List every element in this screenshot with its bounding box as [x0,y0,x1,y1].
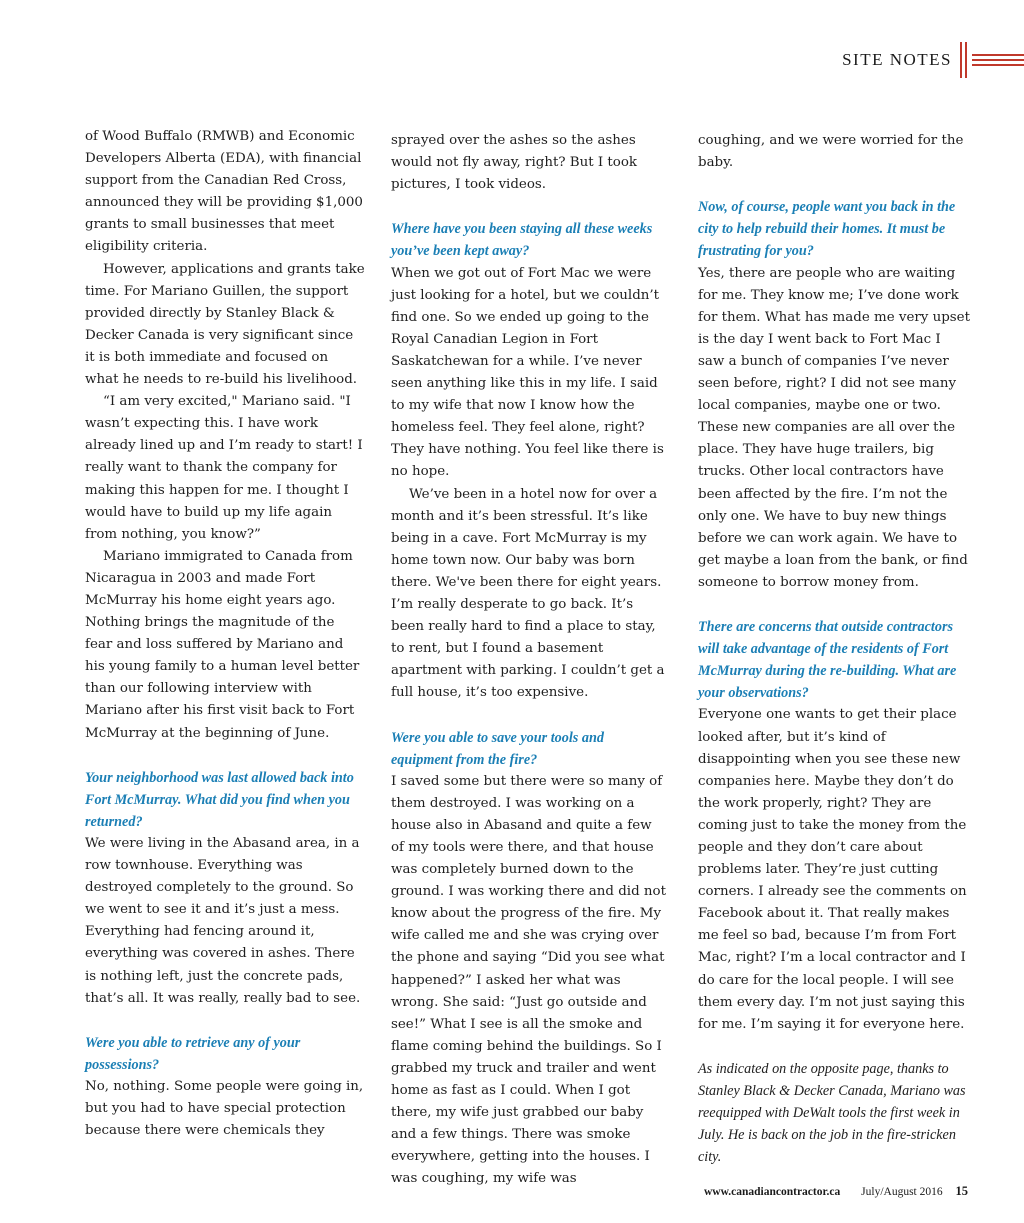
header-rule-ornament [960,42,1024,78]
interview-answer: Yes, there are people who are waiting for me. They know me; I’ve done work for them. What has made me very upset is the day I went back to Fort Mac I saw a bunch of companies I’ve never seen before, right? I did not see many local companies, maybe one or two. These new companies are all over the place. They have huge trailers, big trucks. Other local contractors have been affected by the fire. I’m not the only one. We have to buy new things before we can work again. We have to get maybe a loan from the bank, or find someone to borrow money from. [698,265,970,590]
page-number: 15 [955,1184,968,1198]
interview-answer: I saved some but there were so many of them destroyed. I was working on a house also in Abasand and quite a few of my tools were there, and that house was completely burned down to the ground. I was working there and did not know about the progress of the fire. My wife called me and she was crying over the phone and saying “Did you see what happened?” I asked her what was wrong. She said: “Just go outside and see!” What I see is all the smoke and flame coming behind the buildings. So I grabbed my truck and trailer and went home as fast as I could. When I got there, my wife just grabbed our baby and a few things. There was smoke everywhere, getting into the houses. I was coughing, my wife was [391,773,666,1187]
article-column-1 [85,126,365,1142]
footer-website: www.canadiancontractor.ca [703,1186,841,1198]
interview-answer: Everyone one wants to get their place looked after, but it’s kind of disappointing when you see these new companies here. Maybe they don’t do the work properly, right? They are coming just to take the money from the people and they don’t care about problems later. They’re just cutting corners. I already see the comments on Facebook about it. That really makes me feel so bad, because I’m from Fort Mac, right? I’m a local contractor and I do care for the local people. I will see them every day. I’m not just saying this for me. I’m saying it for everyone here. [698,707,967,1032]
section-label: SITE NOTES [842,50,952,69]
interview-answer: No, nothing. Some people were going in, but you had to have special protection because there were chemicals they [85,1079,364,1139]
interview-question: Were you able to retrieve any of your possessions? [85,1034,301,1073]
paragraph: “I am very excited," Mariano said. "I wasn’t expecting this. I have work already lined up and I’m ready to start! I really want to thank the company for making this happen for me. I thought I would have to build up my life again from nothing, you know?” [85,394,363,542]
page-footer [704,1184,968,1199]
interview-question: There are concerns that outside contractors will take advantage of the residents of Fort McMurray during the re-building. What are your observations? [698,619,957,702]
interview-question: Were you able to save your tools and equipment from the fire? [391,729,604,768]
closing-note: As indicated on the opposite page, thanks to Stanley Black & Decker Canada, Mariano was reequipped with DeWalt tools the first week in July. He is back on the job in the fire-stricken city. [698,1060,966,1166]
article-column-2 [391,130,666,1191]
paragraph: However, applications and grants take time. For Mariano Guillen, the support provided directly by Stanley Black & Decker Canada is very significant since it is both immediate and focused on what he needs to re-build his livelihood. [85,261,365,388]
interview-answer: We’ve been in a hotel now for over a month and it’s been stressful. It’s like being in a cave. Fort McMurray is my home town now. Our baby was born there. We've been there for eight years. I’m really desperate to go back. It’s been really hard to find a place to stay, to rent, but I found a basement apartment with parking. I couldn’t get a full house, it’s too expensive. [391,486,665,701]
interview-answer: When we got out of Fort Mac we were just looking for a hotel, but we couldn’t find one. So we ended up going to the Royal Canadian Legion in Fort Saskatchewan for a while. I’ve never seen anything like this in my life. I said to my wife that now I know how the homeless feel. They feel alone, right? They have nothing. You feel like there is no hope. [391,265,664,480]
footer-issue: July/August 2016 [861,1186,943,1198]
paragraph: of Wood Buffalo (RMWB) and Economic Developers Alberta (EDA), with financial support from the Canadian Red Cross, announced they will be providing $1,000 grants to small businesses that meet eligibility criteria. [85,129,363,255]
interview-question: Where have you been staying all these weeks you’ve been kept away? [391,221,653,260]
article-column-3 [698,130,970,1168]
interview-question: Now, of course, people want you back in the city to help rebuild their homes. It must be frustrating for you? [698,199,956,260]
interview-answer: sprayed over the ashes so the ashes would not fly away, right? But I took pictures, I took videos. [391,133,638,193]
interview-answer: coughing, and we were worried for the baby. [698,133,964,171]
interview-question: Your neighborhood was last allowed back into Fort McMurray. What did you find when you returned? [85,769,354,830]
interview-answer: We were living in the Abasand area, in a row townhouse. Everything was destroyed completely to the ground. So we went to see it and it’s just a mess. Everything had fencing around it, everything was covered in ashes. There is nothing left, just the concrete pads, that’s all. It was really, really bad to see. [85,836,361,1006]
paragraph: Mariano immigrated to Canada from Nicaragua in 2003 and made Fort McMurray his home eight years ago. Nothing brings the magnitude of the fear and loss suffered by Mariano and his young family to a human level better than our following interview with Mariano after his first visit back to Fort McMurray at the beginning of June. [85,548,360,741]
